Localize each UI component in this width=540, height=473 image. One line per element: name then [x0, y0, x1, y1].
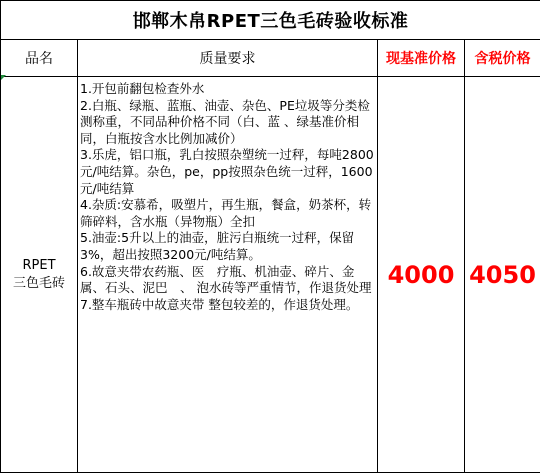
requirement-item: 1.开包前翻包检查外水	[80, 81, 375, 98]
base-price-cell[interactable]: 4000	[378, 77, 465, 473]
header-base-price[interactable]: 现基准价格	[378, 40, 465, 77]
header-quality-requirements[interactable]: 质量要求	[78, 40, 378, 77]
requirement-item: 4.杂质:安慕希，吸塑片，再生瓶，餐盒，奶茶杯，转筛碎料，含水瓶（异物瓶）全扣	[80, 197, 375, 230]
cell-comment-marker-icon	[1, 75, 6, 80]
requirement-item: 6.故意夹带农药瓶、医 疗瓶、机油壶、碎片、金属、石头、泥巴 、 泡水砖等严重情节，作退货处理	[80, 264, 375, 297]
product-name-line2: 三色毛砖	[1, 275, 77, 293]
header-product-name[interactable]: 品名	[1, 40, 78, 77]
header-tax-price[interactable]: 含税价格	[465, 40, 540, 77]
product-name-line1: RPET	[1, 257, 77, 275]
quality-requirements-cell[interactable]	[78, 77, 378, 473]
requirement-item: 3.乐虎，铝口瓶，乳白按照杂塑统一过秤，每吨2800元/吨结算。杂色，pe，pp按照杂色统一过秤，1600元/吨结算	[80, 147, 375, 197]
product-name-cell[interactable]	[1, 77, 78, 473]
requirement-item: 2.白瓶、绿瓶、蓝瓶、油壶、杂色、PE垃圾等分类检测称重，不同品种价格不同（白、蓝 、绿基准价相同，白瓶按含水比例加减价）	[80, 98, 375, 148]
requirement-item: 7.整车瓶砖中故意夹带 整包较差的，作退货处理。	[80, 297, 375, 314]
table-title[interactable]: 邯郸木帛RPET三色毛砖验收标准	[1, 1, 540, 40]
requirement-item: 5.油壶:5升以上的油壶，脏污白瓶统一过秤，保留3%，超出按照3200元/吨结算。	[80, 230, 375, 263]
tax-price-cell[interactable]: 4050	[465, 77, 540, 473]
